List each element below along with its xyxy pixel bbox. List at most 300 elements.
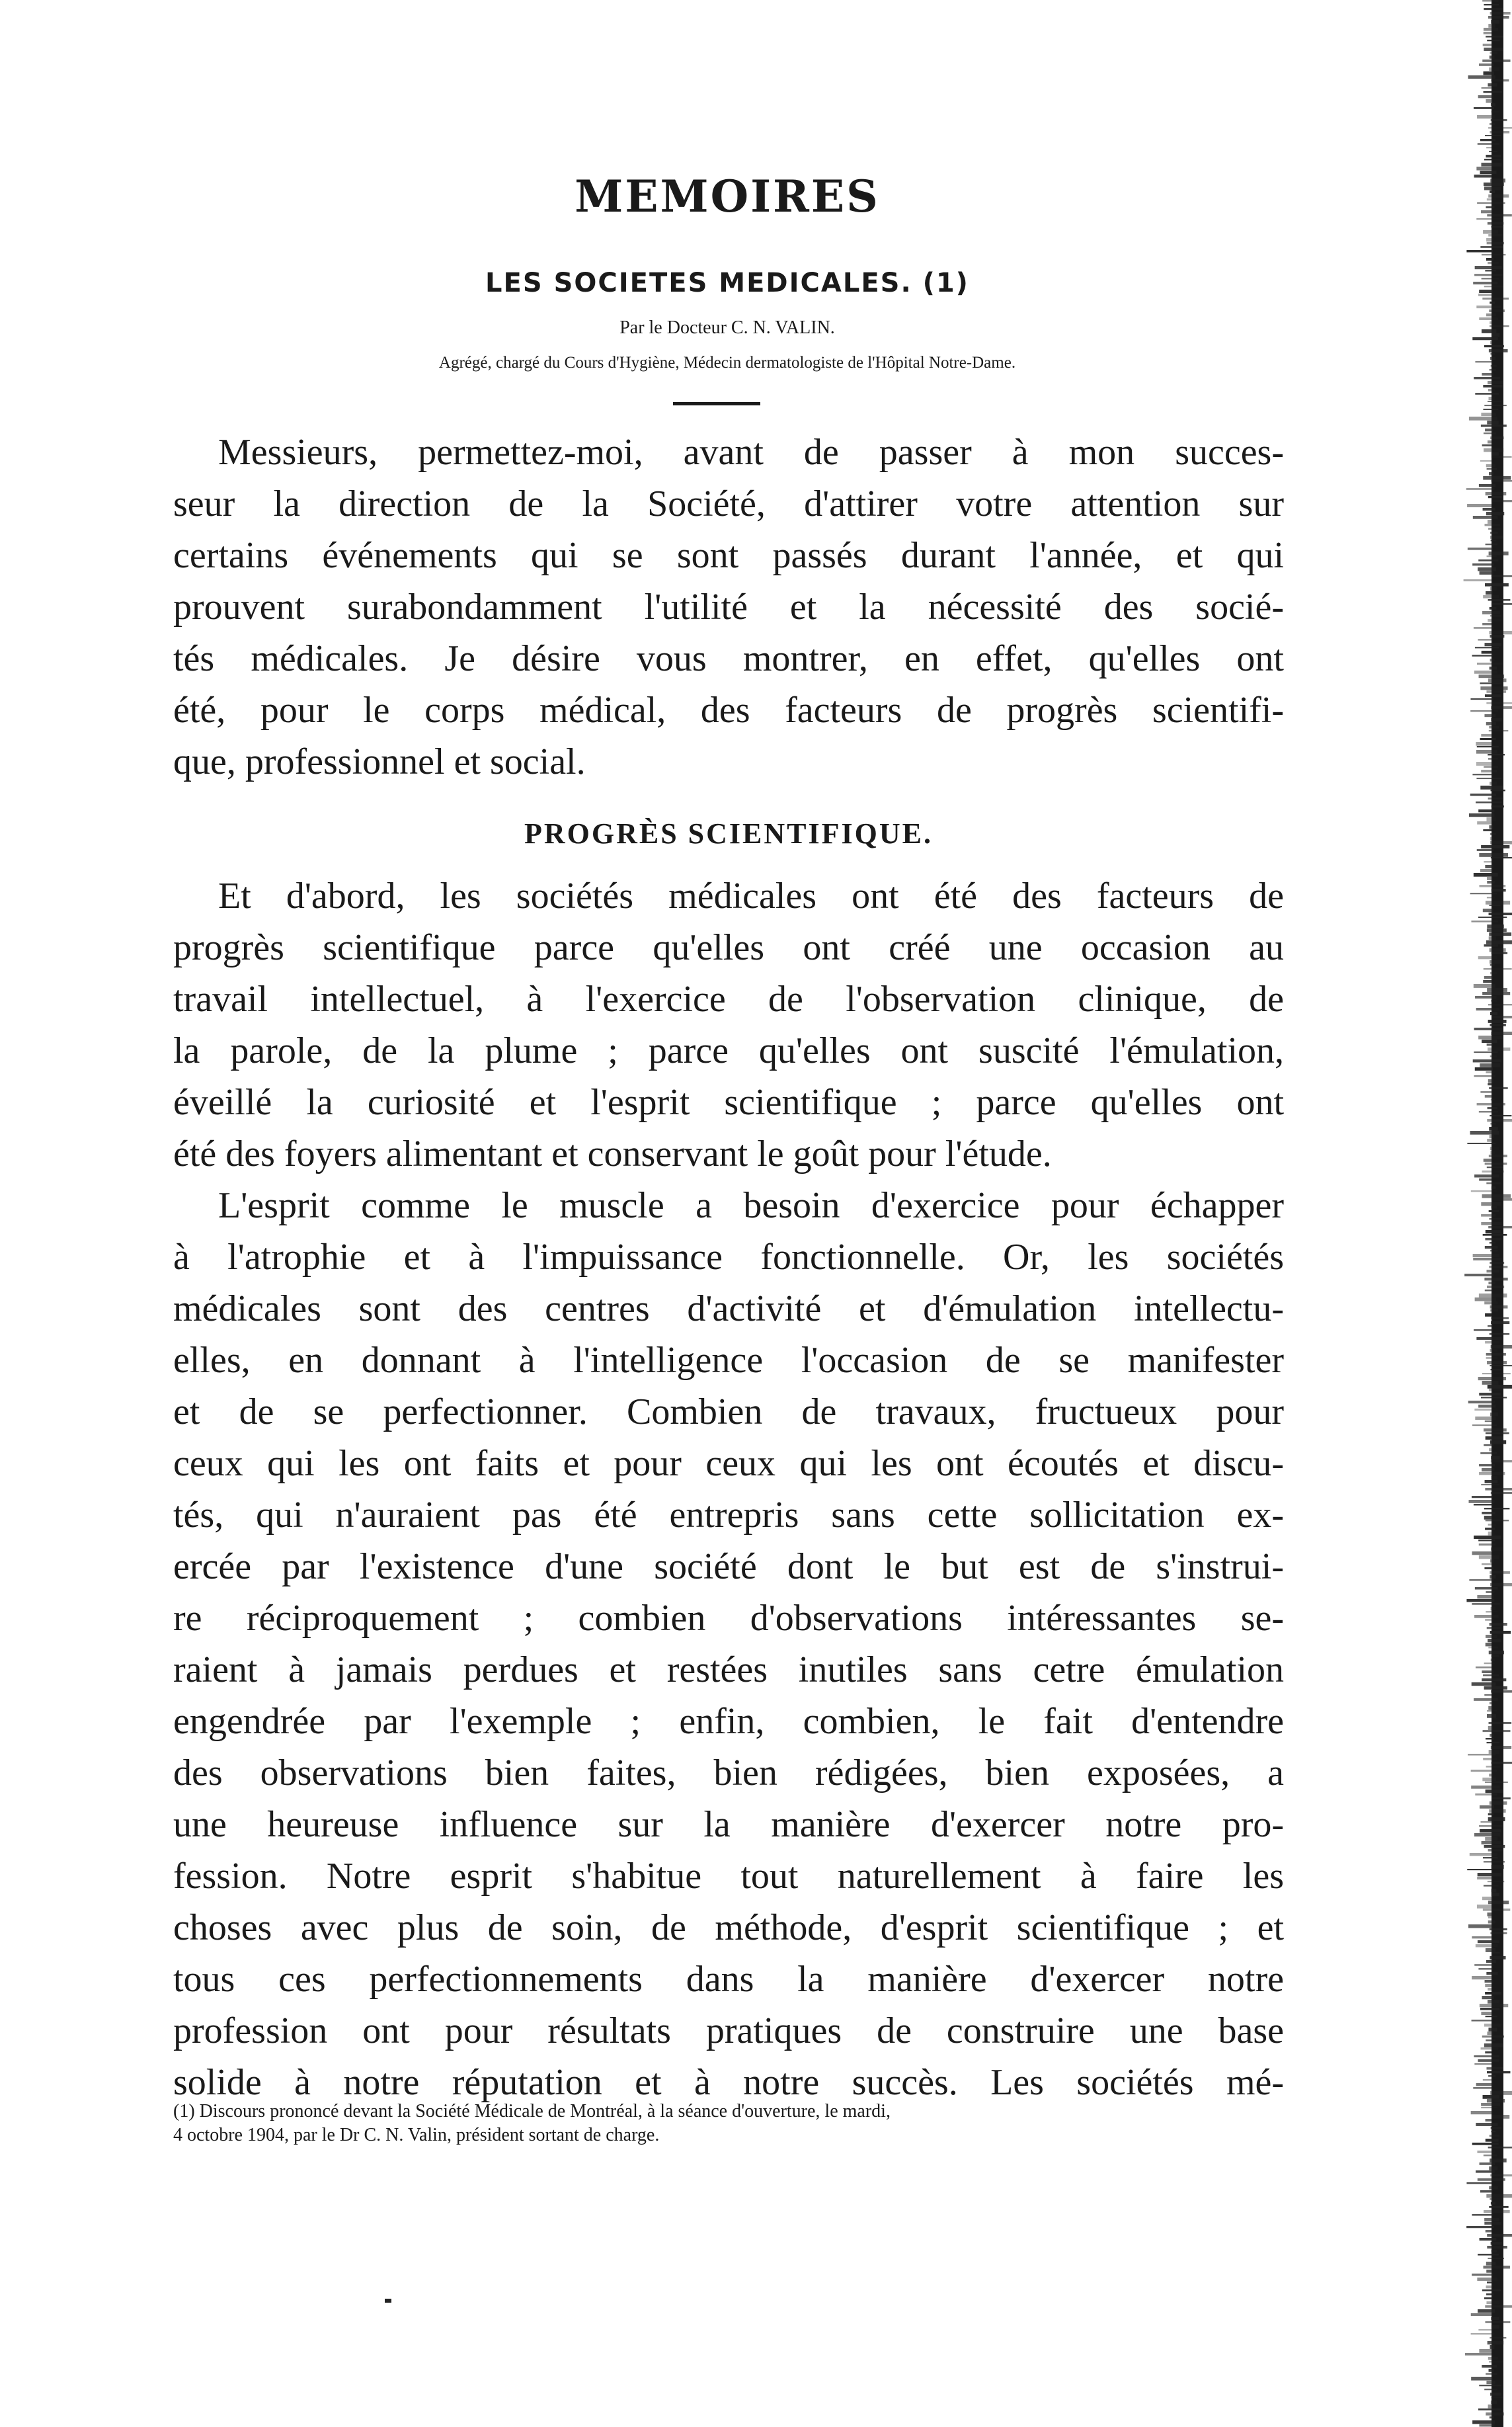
edge-speck	[1486, 1635, 1497, 1638]
edge-speck	[1485, 1984, 1492, 1987]
text-line: tés, qui n'auraient pas été entrepris sans cette sollicitation ex-	[173, 1495, 1284, 1536]
edge-speck	[1485, 1290, 1493, 1291]
edge-speck	[1489, 397, 1495, 400]
edge-speck	[1488, 528, 1501, 530]
edge-speck	[1483, 1730, 1511, 1732]
edge-speck	[1478, 1377, 1506, 1380]
edge-speck	[1490, 2159, 1507, 2162]
edge-speck	[1481, 2103, 1500, 2106]
edge-speck	[1480, 682, 1501, 684]
edge-speck	[1482, 1670, 1493, 1673]
edge-speck	[1478, 1540, 1495, 1542]
edge-speck	[1491, 2127, 1501, 2129]
edge-speck	[1491, 1456, 1500, 1460]
edge-speck	[1492, 1762, 1512, 1764]
edge-speck	[1490, 1413, 1498, 1416]
edge-speck	[1474, 1536, 1501, 1539]
edge-speck	[1483, 385, 1502, 388]
edge-speck	[1488, 2405, 1492, 2408]
edge-speck	[1478, 1873, 1501, 1876]
text-line: elles, en donnant à l'intelligence l'occasion de se manifester	[173, 1340, 1284, 1381]
edge-speck	[1486, 2039, 1495, 2041]
edge-speck	[1477, 1905, 1492, 1909]
edge-speck	[1488, 1282, 1495, 1284]
edge-speck	[1488, 24, 1495, 28]
edge-speck	[1474, 1504, 1493, 1505]
edge-speck	[1492, 603, 1512, 605]
edge-speck	[1478, 294, 1493, 296]
edge-speck	[1482, 2289, 1501, 2291]
edge-speck	[1490, 2174, 1512, 2176]
edge-speck	[1486, 147, 1492, 148]
edge-speck	[1490, 2393, 1501, 2396]
edge-speck	[1486, 2412, 1503, 2416]
edge-speck	[1487, 242, 1504, 244]
edge-speck	[1490, 635, 1504, 638]
edge-speck	[1481, 2047, 1499, 2049]
edge-speck	[1487, 1627, 1501, 1629]
edge-speck	[1474, 377, 1500, 379]
edge-speck	[1485, 1238, 1501, 1240]
edge-speck	[1484, 714, 1495, 717]
edge-speck	[1484, 8, 1502, 10]
edge-speck	[1485, 1837, 1497, 1841]
text-line: tous ces perfectionnements dans la manière d'exercer notre	[173, 1959, 1284, 2000]
edge-speck	[1486, 2230, 1492, 2233]
edge-speck	[1492, 1893, 1499, 1896]
edge-speck	[1489, 1218, 1501, 1219]
edge-speck	[1488, 1385, 1512, 1389]
edge-speck	[1491, 1607, 1495, 1610]
edge-speck	[1481, 210, 1493, 213]
edge-speck	[1481, 2107, 1497, 2108]
edge-speck	[1490, 1012, 1497, 1015]
edge-speck	[1476, 2170, 1495, 2173]
edge-speck	[1471, 2377, 1492, 2381]
edge-speck	[1479, 1543, 1495, 1545]
edge-speck	[1486, 1960, 1496, 1963]
edge-speck	[1471, 2111, 1493, 2114]
text-line: et de se perfectionner. Combien de travaux, fructueux pour	[173, 1391, 1284, 1432]
edge-speck	[1484, 432, 1496, 434]
edge-speck	[1492, 1797, 1511, 1799]
edge-speck	[1490, 1309, 1498, 1311]
edge-speck	[1474, 1833, 1500, 1836]
edge-speck	[1491, 2242, 1502, 2245]
edge-speck	[1486, 1972, 1497, 1975]
edge-speck	[1483, 829, 1492, 831]
edge-speck	[1492, 1655, 1499, 1657]
edge-speck	[1488, 2258, 1504, 2259]
edge-speck	[1486, 2139, 1499, 2142]
edge-speck	[1483, 2266, 1509, 2269]
edge-speck	[1488, 599, 1511, 601]
edge-speck	[1488, 758, 1497, 760]
edge-speck	[1482, 651, 1492, 654]
edge-speck	[1485, 135, 1501, 136]
edge-speck	[1486, 313, 1496, 316]
edge-speck	[1484, 1845, 1505, 1848]
edge-speck	[1486, 690, 1506, 693]
edge-speck	[1484, 1686, 1507, 1690]
edge-speck	[1483, 44, 1493, 46]
edge-speck	[1484, 1278, 1507, 1280]
edge-speck	[1488, 1226, 1512, 1228]
edge-speck	[1486, 1182, 1501, 1184]
edge-speck	[1468, 1754, 1495, 1756]
edge-speck	[1472, 1976, 1492, 1979]
edge-speck	[1480, 1091, 1492, 1093]
edge-speck	[1486, 99, 1493, 103]
edge-speck	[1489, 913, 1512, 915]
edge-speck	[1476, 306, 1501, 308]
edge-speck	[1490, 841, 1512, 844]
paragraph-intro	[173, 427, 1284, 788]
edge-speck	[1485, 1095, 1493, 1098]
edge-speck	[1468, 548, 1493, 550]
edge-speck	[1474, 1615, 1499, 1618]
edge-speck	[1490, 369, 1496, 370]
paragraph-scientific-progress	[173, 870, 1284, 1180]
edge-speck	[1488, 1107, 1497, 1109]
edge-speck	[1489, 1087, 1508, 1089]
edge-speck	[1491, 857, 1512, 858]
edge-speck	[1483, 1234, 1507, 1236]
edge-speck	[1487, 2071, 1510, 2073]
edge-speck	[1492, 111, 1499, 112]
text-line: profession ont pour résultats pratiques de construire une base	[173, 2010, 1284, 2051]
edge-speck	[1483, 409, 1498, 410]
edge-speck	[1482, 87, 1492, 89]
edge-speck	[1490, 964, 1495, 966]
edge-speck	[1481, 2012, 1492, 2015]
edge-speck	[1483, 2095, 1500, 2099]
edge-band	[1492, 0, 1503, 2427]
edge-speck	[1483, 1674, 1499, 1676]
edge-speck	[1481, 1397, 1507, 1398]
edge-speck	[1490, 1349, 1497, 1352]
edge-speck	[1476, 802, 1501, 803]
edge-speck	[1486, 2285, 1493, 2288]
edge-speck	[1479, 290, 1492, 293]
text-line: certains événements qui se sont passés durant l'année, et qui	[173, 535, 1284, 576]
edge-speck	[1490, 1702, 1493, 1704]
text-line: tés médicales. Je désire vous montrer, en effet, qu'elles ont	[173, 638, 1284, 679]
edge-speck	[1480, 460, 1492, 462]
edge-speck	[1491, 20, 1499, 24]
edge-speck	[1492, 2325, 1499, 2328]
edge-speck	[1490, 1575, 1495, 1579]
edge-speck	[1486, 258, 1493, 261]
edge-speck	[1486, 1766, 1501, 1768]
edge-speck	[1491, 1690, 1512, 1693]
edge-speck	[1486, 2262, 1496, 2266]
edge-speck	[1490, 179, 1505, 183]
edge-speck	[1490, 1559, 1494, 1563]
edge-speck	[1482, 1512, 1495, 1514]
edge-speck	[1481, 845, 1509, 848]
section-heading: PROGRÈS SCIENTIFIQUE.	[524, 817, 933, 850]
edge-speck	[1486, 2016, 1497, 2017]
edge-speck	[1482, 1468, 1495, 1471]
edge-speck	[1492, 805, 1504, 807]
edge-speck	[1480, 1452, 1497, 1454]
edge-speck	[1489, 1809, 1505, 1813]
edge-speck	[1477, 821, 1492, 825]
edge-speck	[1486, 2194, 1512, 2198]
edge-speck	[1485, 1313, 1492, 1317]
edge-speck	[1492, 480, 1512, 482]
edge-speck	[1467, 504, 1492, 507]
edge-speck	[1488, 1706, 1492, 1710]
edge-speck	[1490, 2135, 1499, 2137]
edge-speck	[1476, 1666, 1492, 1668]
edge-speck	[1489, 1389, 1503, 1391]
edge-speck	[1488, 496, 1502, 498]
edge-speck	[1489, 1155, 1507, 1157]
edge-speck	[1469, 813, 1494, 817]
edge-speck	[1482, 373, 1493, 376]
edge-speck	[1488, 1532, 1495, 1536]
edge-speck	[1486, 1611, 1497, 1613]
edge-speck	[1485, 2305, 1512, 2308]
edge-speck	[1488, 2075, 1495, 2077]
edge-speck	[1492, 456, 1512, 458]
text-line: ercée par l'existence d'une société dont le but est de s'instrui-	[173, 1546, 1284, 1587]
edge-speck	[1482, 1897, 1493, 1900]
edge-speck	[1488, 1639, 1501, 1642]
edge-speck	[1474, 274, 1503, 276]
edge-speck	[1476, 218, 1503, 220]
edge-speck	[1490, 1571, 1510, 1574]
edge-speck	[1490, 2345, 1495, 2349]
edge-speck	[1486, 2293, 1493, 2295]
edge-speck	[1480, 1063, 1500, 1067]
edge-speck	[1472, 774, 1492, 775]
edge-speck	[1478, 559, 1498, 561]
edge-speck	[1491, 1746, 1511, 1749]
edge-speck	[1466, 2182, 1492, 2184]
edge-speck	[1490, 1151, 1495, 1155]
print-speck	[385, 2299, 391, 2303]
edge-speck	[1485, 1528, 1495, 1530]
edge-speck	[1491, 706, 1512, 709]
edge-speck	[1473, 1059, 1501, 1062]
edge-speck	[1484, 766, 1498, 768]
edge-speck	[1487, 2032, 1493, 2035]
edge-speck	[1478, 2059, 1499, 2062]
edge-speck	[1480, 786, 1503, 790]
edge-speck	[1485, 1341, 1499, 1344]
edge-speck	[1489, 726, 1499, 728]
edge-speck	[1471, 1770, 1497, 1772]
edge-speck	[1489, 631, 1512, 634]
edge-speck	[1490, 972, 1497, 974]
edge-speck	[1486, 2373, 1497, 2375]
edge-speck	[1482, 611, 1500, 614]
edge-speck	[1468, 1401, 1495, 1403]
edge-speck	[1486, 1738, 1494, 1739]
edge-speck	[1479, 484, 1495, 487]
edge-speck	[1475, 393, 1499, 395]
edge-speck	[1489, 1774, 1493, 1776]
edge-speck	[1482, 992, 1510, 995]
edge-speck	[1475, 1793, 1497, 1795]
edge-speck	[1488, 679, 1507, 682]
edge-speck	[1490, 436, 1503, 439]
edge-speck	[1488, 1083, 1492, 1085]
edge-speck	[1484, 405, 1507, 406]
edge-speck	[1489, 2206, 1508, 2208]
edge-speck	[1492, 452, 1499, 456]
edge-speck	[1488, 1901, 1509, 1904]
edge-speck	[1484, 968, 1512, 969]
edge-speck	[1479, 1294, 1507, 1297]
edge-speck	[1480, 738, 1496, 740]
edge-speck	[1477, 1595, 1493, 1598]
edge-speck	[1486, 1432, 1509, 1434]
edge-speck	[1490, 12, 1511, 15]
edge-speck	[1484, 976, 1493, 979]
edge-speck	[1477, 849, 1494, 851]
edge-speck	[1490, 1055, 1497, 1057]
edge-speck	[1492, 1865, 1504, 1869]
edge-speck	[1488, 222, 1503, 225]
edge-speck	[1490, 1123, 1495, 1125]
edge-speck	[1481, 770, 1497, 772]
edge-speck	[1472, 1936, 1492, 1938]
edge-speck	[1491, 2397, 1503, 2399]
edge-speck	[1491, 2401, 1497, 2404]
edge-speck	[1488, 1988, 1492, 1991]
text-line: une heureuse influence sur la manière d'exercer notre pro-	[173, 1804, 1284, 1845]
edge-speck	[1490, 1147, 1499, 1150]
edge-speck	[1484, 1444, 1493, 1446]
edge-speck	[1485, 1992, 1501, 1995]
edge-speck	[1476, 2083, 1493, 2086]
edge-speck	[1473, 1254, 1499, 1257]
edge-speck	[1476, 1337, 1501, 1340]
edge-speck	[1490, 341, 1495, 344]
author-credentials: Agrégé, chargé du Cours d'Hygiène, Médecin dermatologiste de l'Hôpital Notre-Dame.	[438, 354, 1016, 372]
edge-speck	[1469, 1500, 1495, 1503]
edge-speck	[1486, 1230, 1501, 1233]
edge-speck	[1490, 325, 1509, 327]
edge-speck	[1487, 421, 1498, 425]
edge-speck	[1489, 825, 1493, 829]
edge-speck	[1486, 2381, 1495, 2384]
edge-speck	[1479, 317, 1497, 320]
edge-speck	[1481, 734, 1492, 737]
edge-speck	[1484, 4, 1499, 5]
edge-speck	[1488, 1048, 1510, 1051]
edge-speck	[1486, 1357, 1498, 1359]
edge-speck	[1478, 95, 1493, 98]
edge-speck	[1483, 2079, 1493, 2080]
edge-speck	[1488, 127, 1512, 129]
edge-speck	[1484, 1508, 1510, 1509]
edge-speck	[1489, 472, 1493, 475]
edge-speck	[1490, 1242, 1495, 1244]
edge-speck	[1489, 936, 1496, 940]
edge-speck	[1474, 671, 1497, 674]
text-line: à l'atrophie et à l'impuissance fonctionnelle. Or, les sociétés	[173, 1237, 1284, 1278]
edge-speck	[1488, 1726, 1493, 1730]
edge-speck	[1474, 2063, 1492, 2065]
edge-speck	[1488, 754, 1505, 755]
text-line: Et d'abord, les sociétés médicales ont été des facteurs de	[218, 876, 1284, 917]
edge-speck	[1472, 1424, 1497, 1426]
edge-speck	[1485, 1782, 1508, 1783]
edge-speck	[1485, 643, 1501, 646]
edge-speck	[1471, 2333, 1495, 2334]
edge-speck	[1470, 893, 1497, 894]
edge-speck	[1485, 1420, 1493, 1422]
edge-speck	[1486, 1436, 1503, 1440]
edge-speck	[1470, 1131, 1499, 1135]
edge-speck	[1484, 2043, 1503, 2047]
edge-speck	[1486, 206, 1494, 208]
edge-speck	[1488, 1881, 1504, 1882]
edge-speck	[1480, 171, 1496, 174]
edge-speck	[1477, 746, 1499, 747]
title-divider	[673, 402, 760, 405]
edge-speck	[1478, 639, 1492, 641]
edge-speck	[1478, 2408, 1501, 2410]
edge-speck	[1481, 1214, 1495, 1217]
edge-speck	[1480, 1821, 1493, 1823]
edge-speck	[1489, 905, 1500, 906]
edge-speck	[1489, 1448, 1493, 1451]
edge-speck	[1476, 750, 1497, 754]
edge-speck	[1489, 2166, 1497, 2170]
edge-speck	[1486, 155, 1501, 157]
edge-speck	[1489, 67, 1499, 71]
edge-speck	[1480, 246, 1503, 248]
edge-speck	[1492, 1889, 1497, 1893]
edge-speck	[1478, 1036, 1502, 1040]
edge-speck	[1474, 175, 1492, 178]
edge-speck	[1491, 1460, 1512, 1462]
edge-speck	[1490, 1623, 1507, 1625]
article-title: LES SOCIETES MEDICALES. (1)	[485, 268, 969, 298]
edge-speck	[1487, 40, 1499, 41]
edge-speck	[1488, 1004, 1512, 1005]
edge-speck	[1483, 230, 1498, 234]
edge-speck	[1474, 1964, 1493, 1966]
edge-speck	[1492, 889, 1506, 891]
edge-speck	[1482, 1381, 1499, 1385]
edge-speck	[1488, 262, 1498, 264]
edge-speck	[1491, 1099, 1495, 1100]
edge-speck	[1482, 278, 1499, 279]
edge-speck	[1492, 1952, 1500, 1954]
edge-speck	[1490, 357, 1495, 360]
text-line: seur la direction de la Société, d'attirer votre attention sur	[173, 483, 1284, 524]
edge-speck	[1480, 571, 1493, 575]
edge-speck	[1488, 2341, 1504, 2344]
text-line: raient à jamais perdues et restées inutiles sans cetre émulation	[173, 1649, 1284, 1690]
edge-speck	[1482, 1373, 1511, 1374]
edge-speck	[1472, 2274, 1493, 2276]
edge-speck	[1479, 1555, 1499, 1559]
edge-speck	[1474, 627, 1494, 629]
edge-speck	[1484, 1885, 1499, 1887]
edge-speck	[1487, 988, 1507, 992]
edge-speck	[1474, 1409, 1497, 1411]
edge-speck	[1490, 2091, 1512, 2095]
edge-speck	[1484, 2155, 1497, 2156]
